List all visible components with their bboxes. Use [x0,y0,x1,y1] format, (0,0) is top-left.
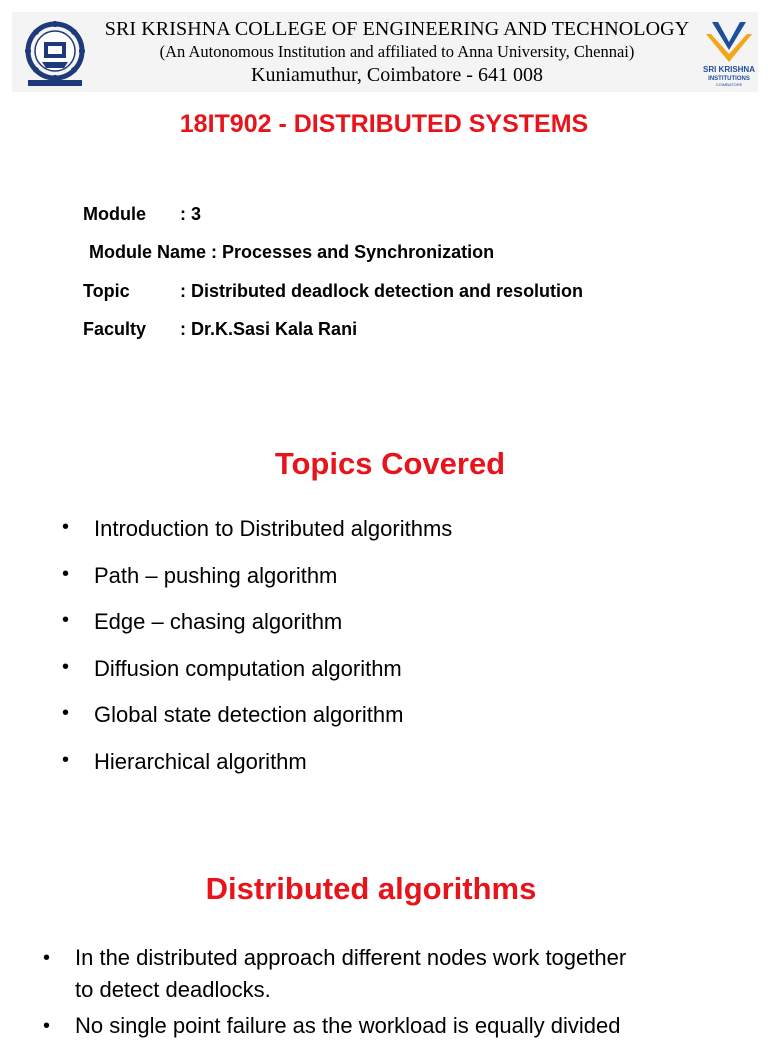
module-value: : 3 [180,204,202,224]
bullet-icon: • [62,702,70,724]
right-logo-line1: SRI KRISHNA [702,65,756,74]
sri-krishna-institutions-logo [702,16,756,90]
module-label: Module [83,204,146,224]
bullet-icon: • [62,748,70,771]
topics-covered-heading: Topics Covered [274,446,506,481]
bullet-icon: • [62,562,70,585]
bullet-icon: • [43,1015,51,1037]
bullet-icon: • [43,947,51,969]
faculty-label: Faculty [83,319,147,339]
point-1-line-1: In the distributed approach different nodes work together [75,945,627,970]
bullet-icon: • [62,609,70,631]
info-faculty [83,319,357,340]
point-1-line-2: to detect deadlocks. [75,977,271,1002]
topic-value: : Distributed deadlock detection and resolution [180,281,584,301]
point-2-line-1: No single point failure as the workload is equally divided [75,1013,621,1038]
course-title: 18IT902 - DISTRIBUTED SYSTEMS [179,110,589,138]
faculty-value: : Dr.K.Sasi Kala Rani [180,319,358,339]
college-header [12,12,758,92]
module-name-label: Module Name [89,242,207,262]
info-topic [83,281,583,302]
right-logo-line3: COIMBATORE [715,82,743,87]
college-affiliation: (An Autonomous Institution and affiliated to Anna University, Chennai) [159,42,635,61]
module-name-value: : Processes and Synchronization [211,242,495,262]
topic-label: Topic [83,281,130,301]
college-name: SRI KRISHNA COLLEGE OF ENGINEERING AND TECHNOLOGY [104,18,690,40]
right-logo-line2: INSTITUTIONS [708,76,750,82]
bullet-icon: • [62,655,70,678]
info-module-name [89,242,494,263]
info-module [83,204,201,225]
college-emblem-icon [22,18,88,88]
bullet-icon: • [62,516,70,538]
college-address: Kuniamuthur, Coimbatore - 641 008 [251,64,543,86]
distributed-algorithms-heading: Distributed algorithms [205,871,537,906]
